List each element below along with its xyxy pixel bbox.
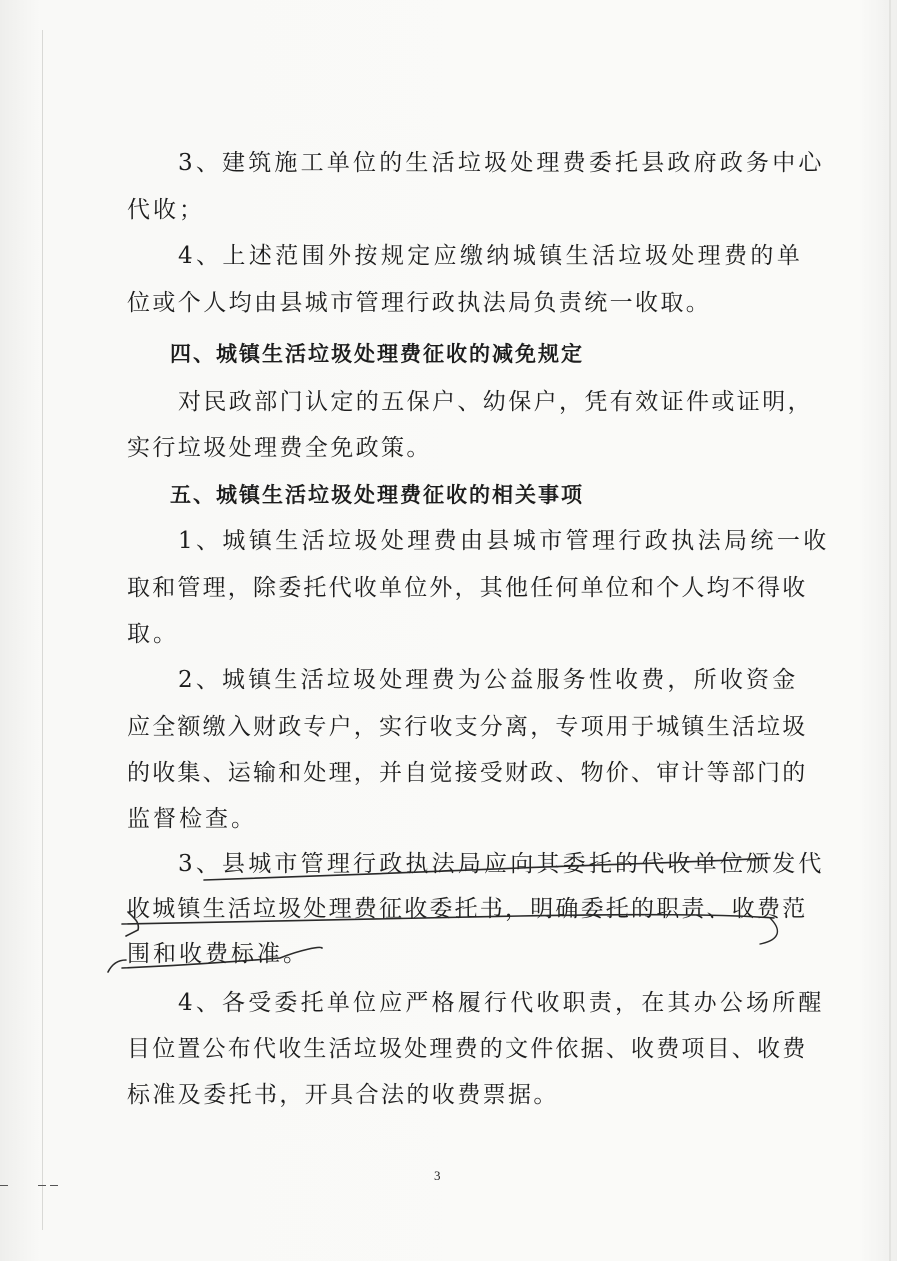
page-number: 3: [434, 1168, 441, 1183]
scan-mark: [50, 1185, 58, 1186]
paragraph-line: 4、各受委托单位应严格履行代收职责，在其办公场所醒: [178, 990, 825, 1016]
scan-mark: [38, 1185, 46, 1186]
paragraph-line: 对民政部门认定的五保户、幼保户，凭有效证件或证明，: [178, 389, 813, 415]
section-heading: 四、城镇生活垃圾处理费征收的减免规定: [170, 342, 584, 366]
paragraph-line: 的收集、运输和处理，并自觉接受财政、物价、审计等部门的: [127, 760, 808, 786]
paragraph-line: 1、城镇生活垃圾处理费由县城市管理行政执法局统一收: [178, 528, 830, 554]
paragraph-line: 3、建筑施工单位的生活垃圾处理费委托县政府政务中心: [178, 150, 825, 176]
section-heading: 五、城镇生活垃圾处理费征收的相关事项: [170, 483, 584, 507]
paragraph-line: 取和管理，除委托代收单位外，其他任何单位和个人均不得收: [127, 575, 808, 601]
paragraph-line: 围和收费标准。: [127, 941, 309, 967]
paragraph-line: 代收；: [127, 197, 205, 223]
scan-edge: [889, 0, 891, 1261]
paragraph-line: 3、县城市管理行政执法局应向其委托的代收单位颁发代: [178, 851, 825, 877]
pen-hook-mark: [108, 960, 126, 972]
scan-mark: [0, 1185, 8, 1186]
paragraph-line: 目位置公布代收生活垃圾处理费的文件依据、收费项目、收费: [127, 1036, 808, 1062]
paragraph-line: 监督检查。: [127, 806, 257, 832]
paragraph-line: 应全额缴入财政专户，实行收支分离，专项用于城镇生活垃圾: [127, 714, 808, 740]
paragraph-line: 4、上述范围外按规定应缴纳城镇生活垃圾处理费的单: [178, 243, 804, 269]
paragraph-line: 位或个人均由县城市管理行政执法局负责统一收取。: [127, 290, 712, 316]
paragraph-line: 2、城镇生活垃圾处理费为公益服务性收费，所收资金: [178, 667, 799, 693]
paragraph-line: 标准及委托书，开具合法的收费票据。: [127, 1082, 559, 1108]
paragraph-line: 实行垃圾处理费全免政策。: [127, 435, 432, 461]
scan-edge: [42, 30, 43, 1230]
paragraph-line: 取。: [127, 621, 179, 647]
paragraph-line: 收城镇生活垃圾处理费征收委托书，明确委托的职责、收费范: [127, 896, 808, 922]
